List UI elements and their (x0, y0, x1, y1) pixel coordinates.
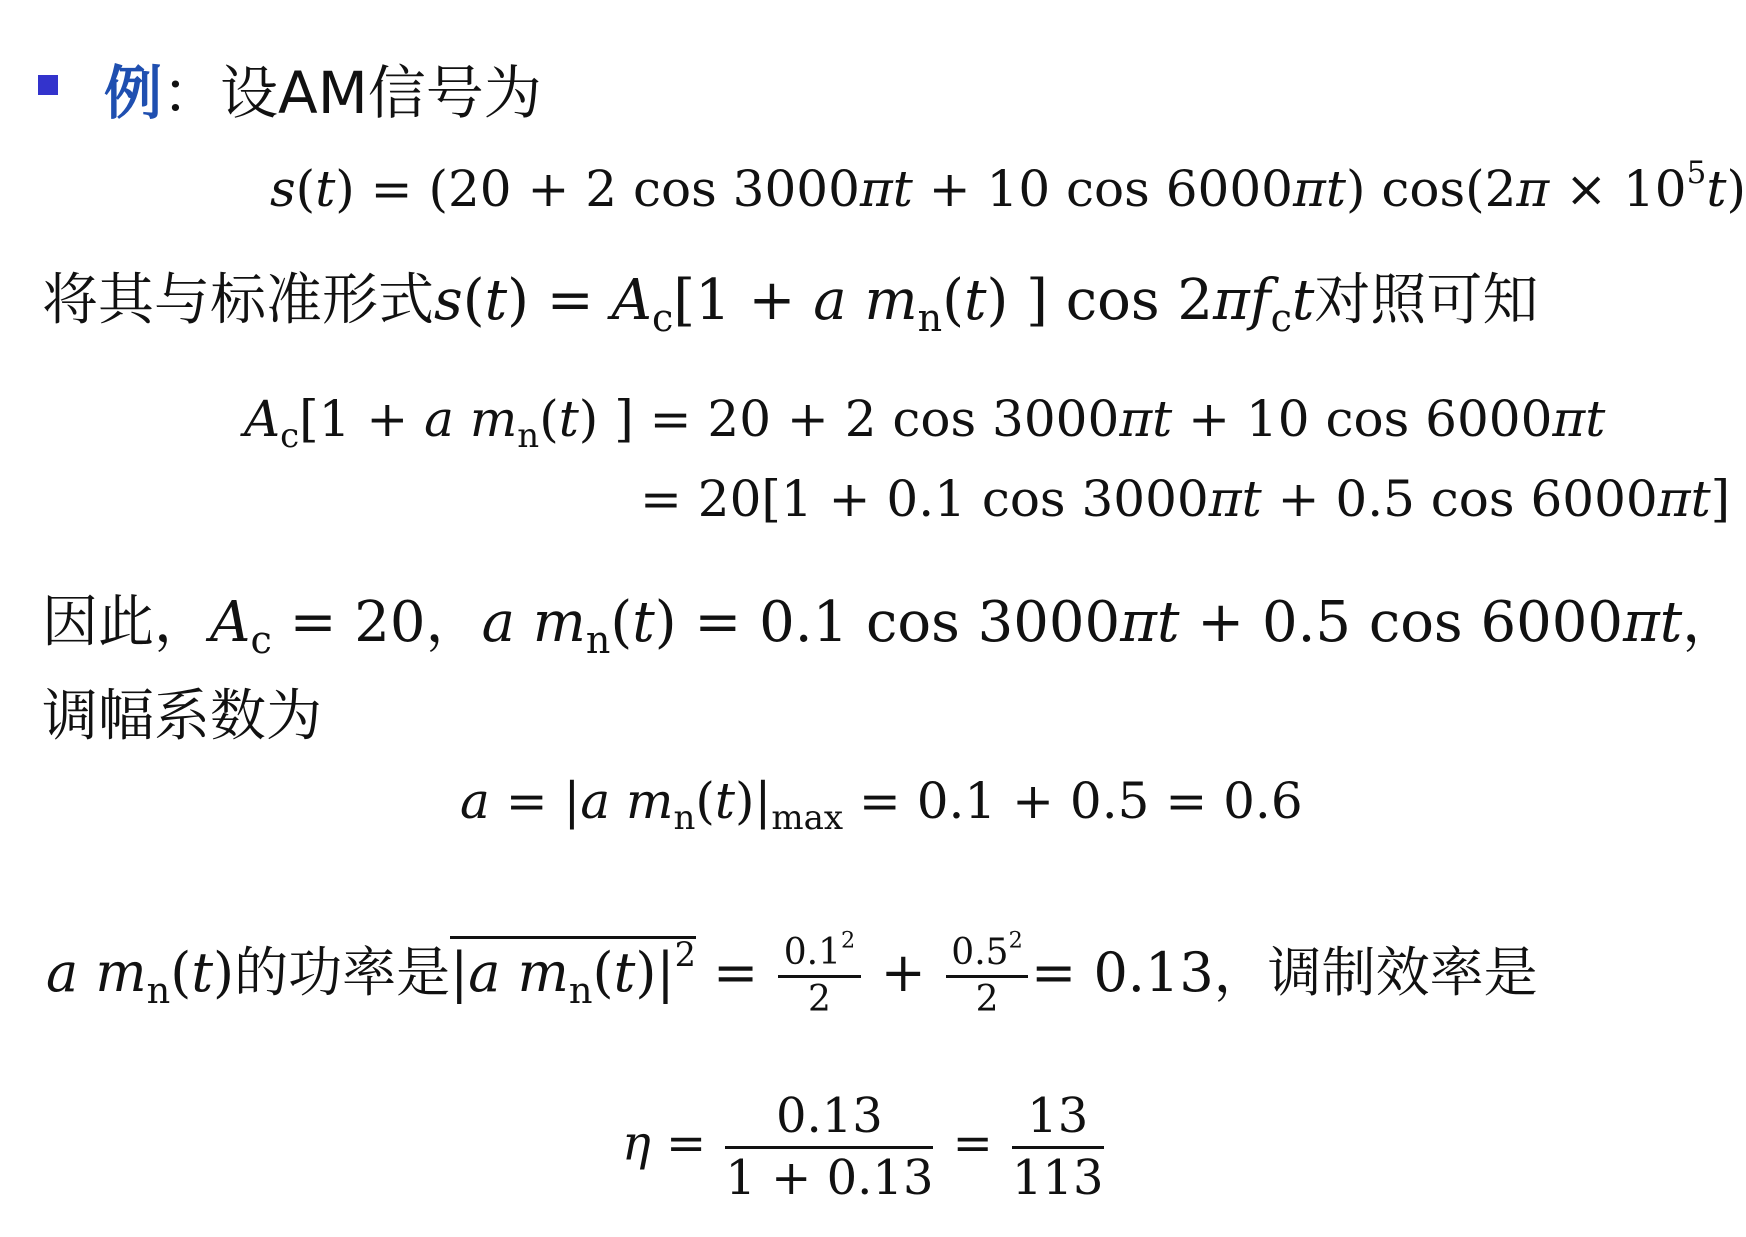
standard-form-line (42, 256, 1539, 341)
therefore-sep: ， (425, 590, 482, 655)
example-label: 例 (104, 59, 163, 127)
efficiency-fraction-1: $\frac{0.13}{1 + 0.13}$ (725, 1088, 934, 1206)
signal-equation: s(t) = (20 + 2 cos 3000πt + 10 cos 6000πt) $\cos(2\pi \times 10^5t)$ (270, 154, 1746, 218)
modulation-index-equation: a = |a $m_n(t)|_{max} = 0.1 + 0.5 = 0.6$ (460, 772, 1303, 838)
therefore-line (42, 578, 1739, 663)
expansion-line-1: $A_c[1 + a$ $m_n(t)$ ] = 20 + 2 cos 3000πt + 10 cos 6000πt (244, 390, 1606, 456)
power-fraction-2: $\frac{0.5^2}{2}$ (946, 933, 1028, 1020)
modulation-index-heading: 调幅系数为 (42, 684, 322, 749)
expansion-line-2: = 20[1 + 0.1 cos 3000πt + 0.5 cos 6000πt] (640, 470, 1731, 528)
square-bullet-icon (38, 75, 58, 95)
modulating-signal: a $m_n(t) = 0.1$ cos 3000πt + 0.5 cos 6000πt (481, 590, 1683, 663)
therefore-prefix: 因此， (42, 590, 210, 655)
efficiency-fraction-2: $\frac{13}{113}$ (1011, 1088, 1104, 1206)
power-text: 的功率是 (234, 941, 451, 1004)
efficiency-equation: η = $\frac{0.13}{1 + 0.13}$ = $\frac{13}{113}$ (622, 1088, 1104, 1206)
power-line: a $m_n(t)$的功率是|a $m_n(t)|^2$ = $\frac{0.1^2}{2}$ + $\frac{0.5^2}{2}$ = 0.13，调制效率是 (46, 927, 1538, 1021)
power-lhs: a $m_n(t)$ (46, 941, 235, 1012)
power-expression: |a $m_n(t)|^2$ (450, 934, 696, 1012)
example-heading (104, 46, 542, 130)
example-colon: ： (162, 59, 221, 127)
therefore-end: ， (1682, 590, 1739, 655)
power-result: = 0.13 (1031, 941, 1214, 1004)
standard-form-formula: $s(t) = A_c[1 + a$ $m_n(t)$ ] $\cos 2\pi f_ct$ (434, 268, 1315, 341)
standard-form-prefix: 将其与标准形式 (42, 268, 434, 333)
example-intro: 设AM信号为 (220, 59, 542, 127)
standard-form-suffix: 对照可知 (1314, 268, 1539, 333)
power-fraction-1: $\frac{0.1^2}{2}$ (778, 933, 860, 1020)
efficiency-text: ，调制效率是 (1213, 941, 1538, 1004)
eta-symbol: η (622, 1115, 651, 1172)
carrier-amplitude: $A_c = 20$ (210, 590, 426, 663)
